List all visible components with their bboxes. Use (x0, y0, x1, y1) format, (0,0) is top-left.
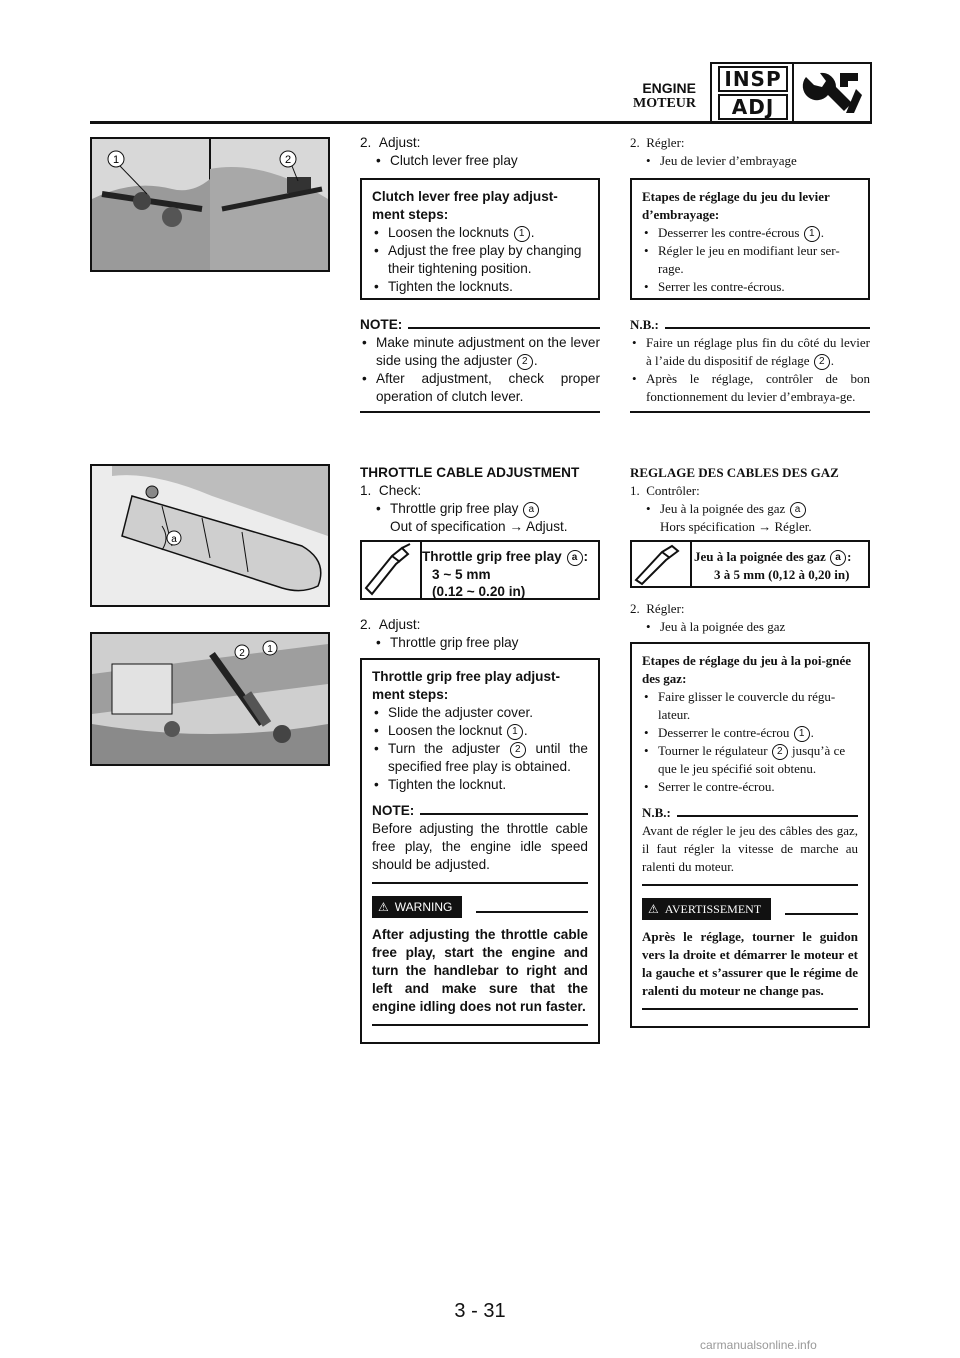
photo-label-2: 2 (284, 154, 292, 166)
warning-icon: ⚠ (648, 902, 659, 916)
photo-label-2b: 2 (239, 648, 245, 659)
badge-adj: ADJ (718, 94, 788, 120)
en-note: NOTE: • Make minute adjustment on the lever side using the adjuster 2 . • After adjustment, check proper operation of clutch lever. (360, 316, 600, 413)
fr-clutch-step: 2. Régler: • Jeu de levier d’embrayage (630, 134, 870, 170)
badge-insp: INSP (718, 66, 788, 92)
warning-icon: ⚠ (378, 900, 389, 914)
en-throttle-steps-box: Throttle grip free play adjust-ment steps: • Slide the adjuster cover. • Loosen the locknut 1 . • Turn the adjuster 2 until the specified free play is obtained. • Tighten the locknut. NOTE: Before adjusting the throttle cable free play, the engine idle speed should be adjusted. ⚠ WARNING After adjusting the throttle cable free play, start the engine and turn the handlebar to right and left and make sure that the engine idling does not run faster. (360, 658, 600, 1044)
clutch-lever-photo (90, 137, 330, 272)
watermark: carmanualsonline.info (700, 1338, 817, 1352)
en-clutch-step: 2. Adjust: • Clutch lever free play (360, 134, 600, 170)
photo-label-1b: 1 (267, 644, 273, 655)
throttle-adjuster-photo (90, 632, 330, 766)
caliper-icon (362, 542, 418, 598)
en-clutch-steps-box: Clutch lever free play adjust-ment steps: • Loosen the locknuts 1 . • Adjust the free play by changing their tightening position. • Tighten the locknuts. (360, 178, 600, 300)
photo-label-1: 1 (112, 154, 120, 166)
header-rule (90, 121, 870, 124)
en-throttle-section: THROTTLE CABLE ADJUSTMENT 1. Check: • Throttle grip free play a Out of specification → Adjust. (360, 464, 600, 536)
throttle-grip-photo (90, 464, 330, 607)
photo-label-a: a (171, 534, 177, 545)
fr-spec-box: Jeu à la poignée des gaz a : 3 à 5 mm (0,12 à 0,20 in) (630, 540, 870, 588)
fr-adjust-step: 2. Régler: • Jeu à la poignée des gaz (630, 600, 870, 636)
en-adjust-step: 2. Adjust: • Throttle grip free play (360, 616, 600, 652)
fr-throttle-steps-box: Etapes de réglage du jeu à la poi-gnée des gaz: • Faire glisser le couvercle du régu-lateur. • Desserrer le contre-écrou 1 . • Tourner le régulateur 2 jusqu’à ce que le jeu spécifié soit obtenu. • Serrer le contre-écrou. N.B.: Avant de régler le jeu des câbles des gaz, il faut régler la vitesse de marche au ralenti du moteur. ⚠ AVERTISSEMENT Après le réglage, tourner le guidon vers la droite et démarrer le moteur et la gauche et s’assurer que le régime de ralenti du moteur ne change pas. (630, 642, 870, 1028)
fr-throttle-title: REGLAGE DES CABLES DES GAZ (630, 465, 839, 480)
wrench-icon (796, 67, 868, 119)
section-title-en: ENGINE (642, 80, 696, 96)
en-spec-box: Throttle grip free play a : 3 ~ 5 mm (0.12 ~ 0.20 in) (360, 540, 600, 600)
insp-adj-badge (710, 62, 872, 124)
caliper-icon (632, 542, 688, 586)
en-throttle-title: THROTTLE CABLE ADJUSTMENT (360, 465, 580, 480)
page-number: 3 - 31 (454, 1300, 506, 1322)
section-title-fr: MOTEUR (633, 96, 696, 111)
fr-note: N.B.: • Faire un réglage plus fin du côté du levier à l’aide du dispositif de réglage 2 . • Après le réglage, contrôler de bon fonctionnement du levier d’embraya-ge. (630, 316, 870, 413)
fr-clutch-steps-box: Etapes de réglage du jeu du levier d’embrayage: • Desserrer les contre-écrous 1 . • Régler le jeu en modifiant leur ser-rage. • Serrer les contre-écrous. (630, 178, 870, 300)
fr-throttle-section: REGLAGE DES CABLES DES GAZ 1. Contrôler: • Jeu à la poignée des gaz a Hors spécification → Régler. (630, 464, 870, 536)
